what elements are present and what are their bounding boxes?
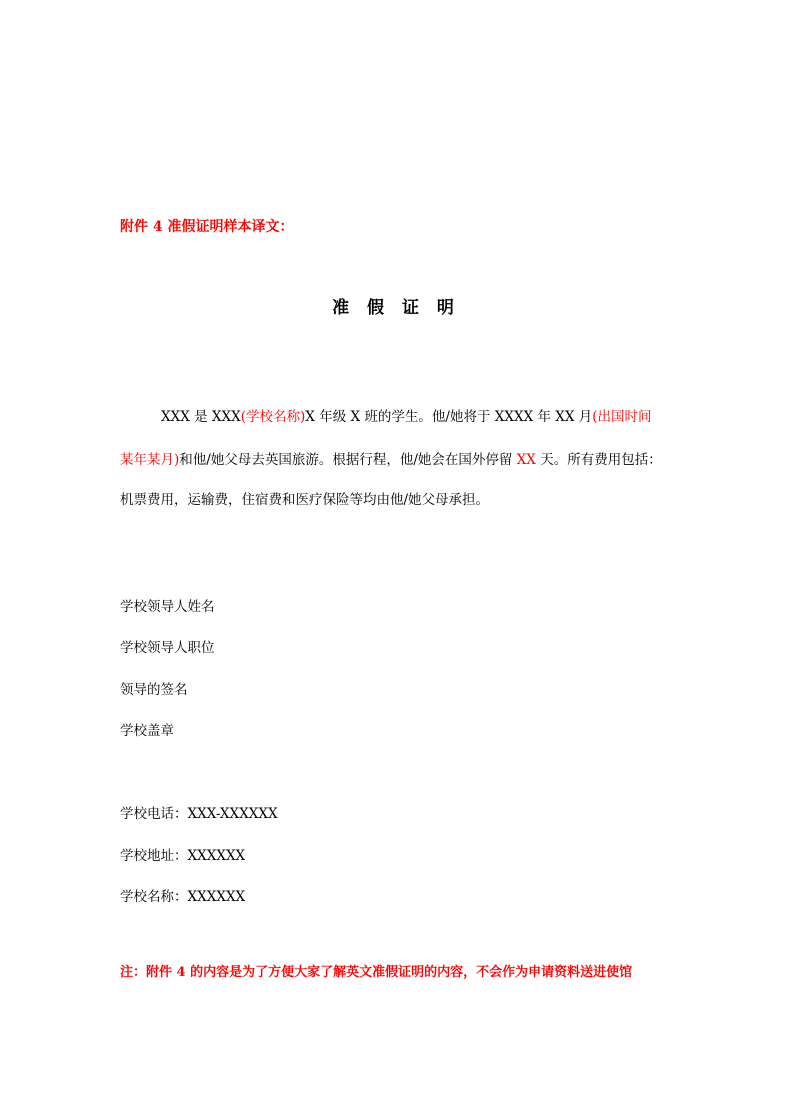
body-text: XXX 是 XXX [161, 409, 241, 425]
body-text: 天。所有费用包括： [535, 452, 662, 468]
placeholder-school-name: (学校名称) [240, 409, 306, 425]
body-text: X 年级 X 班的学生。他/她将于 XXXX 年 XX 月 [305, 409, 593, 425]
appendix-heading: 附件 4 准假证明样本译文： [120, 219, 294, 235]
body-paragraph-line-2 [120, 448, 662, 468]
school-name-line: 学校名称：XXXXXX [120, 889, 246, 905]
leader-name-line: 学校领导人姓名 [120, 599, 215, 615]
body-paragraph-line-3: 机票费用，运输费，住宿费和医疗保险等均由他/她父母承担。 [120, 492, 490, 508]
leader-signature-line: 领导的签名 [120, 682, 188, 698]
school-phone-line: 学校电话：XXX-XXXXXX [120, 806, 278, 822]
placeholder-days: XX [516, 452, 536, 468]
footnote: 注：附件 4 的内容是为了方便大家了解英文准假证明的内容，不会作为申请资料送进使馆 [120, 965, 633, 980]
body-paragraph-line-1 [161, 405, 652, 425]
placeholder-departure-time: (出国时间 [592, 409, 652, 425]
school-address-line: 学校地址：XXXXXX [120, 848, 246, 864]
body-text: 和他/她父母去英国旅游。根据行程，他/她会在国外停留 [179, 452, 517, 468]
school-seal-line: 学校盖章 [120, 723, 174, 739]
placeholder-departure-time-cont: 某年某月) [120, 452, 180, 468]
document-title: 准 假 证 明 [332, 298, 460, 318]
leader-position-line: 学校领导人职位 [120, 640, 215, 656]
